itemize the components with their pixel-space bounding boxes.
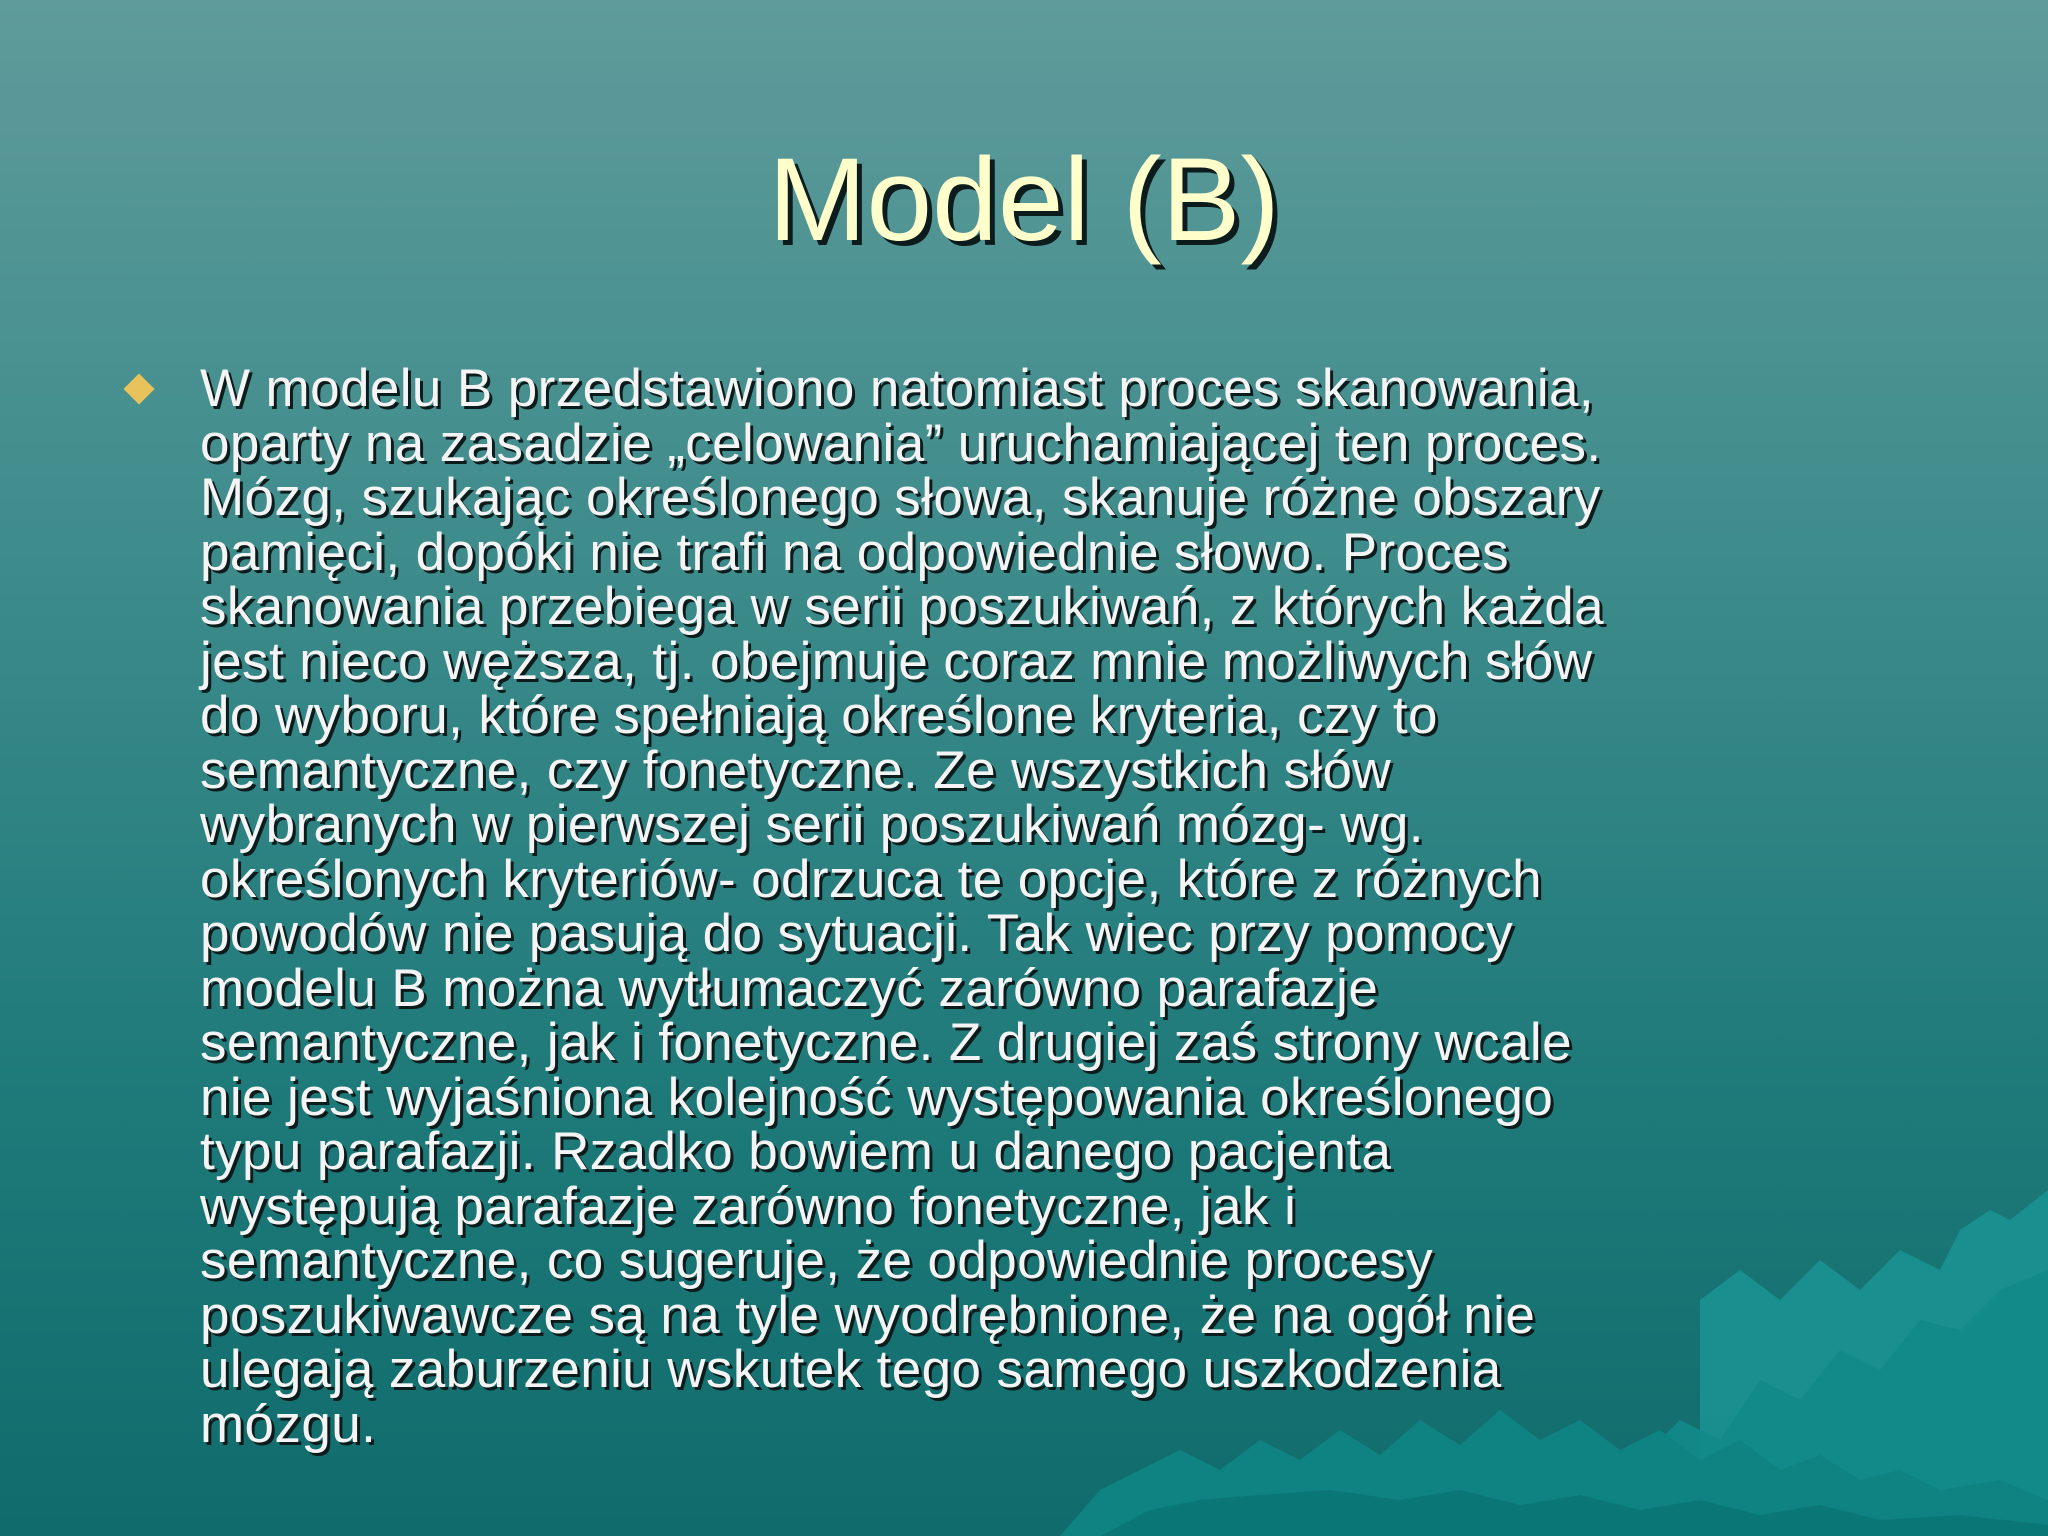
list-item	[120, 359, 1920, 1454]
diamond-bullet-icon	[123, 373, 154, 404]
bullet-list	[120, 359, 1920, 1454]
slide-title: Model (B)	[768, 134, 1280, 266]
bullet-text: W modelu B przedstawiono natomiast proces skanowania, oparty na zasadzie „celowania” uruchamiającej ten proces. Mózg, szukając określonego słowa, skanuje różne obszary pamięci, dopóki nie trafi na odpowiednie słowo. Proces skanowania przebiega w serii poszukiwań, z których każda jest nieco węższa, tj. obejmuje coraz mnie możliwych słów do wyboru, które spełniają określone kryteria, czy to semantyczne, czy fonetyczne. Ze wszystkich słów wybranych w pierwszej serii poszukiwań mózg- wg. określonych kryteriów- odrzuca te opcje, które z różnych powodów nie pasują do sytuacji. Tak wiec przy pomocy modelu B można wytłumaczyć zarówno parafazje semantyczne, jak i fonetyczne. Z drugiej zaś strony wcale nie jest wyjaśniona kolejność występowania określonego typu parafazji. Rzadko bowiem u danego pacjenta występują parafazje zarówno fonetyczne, jak i semantyczne, co sugeruje, że odpowiednie procesy poszukiwawcze są na tyle wyodrębnione, że na ogół nie ulegają zaburzeniu wskutek tego samego uszkodzenia mózgu.	[200, 359, 1605, 1454]
